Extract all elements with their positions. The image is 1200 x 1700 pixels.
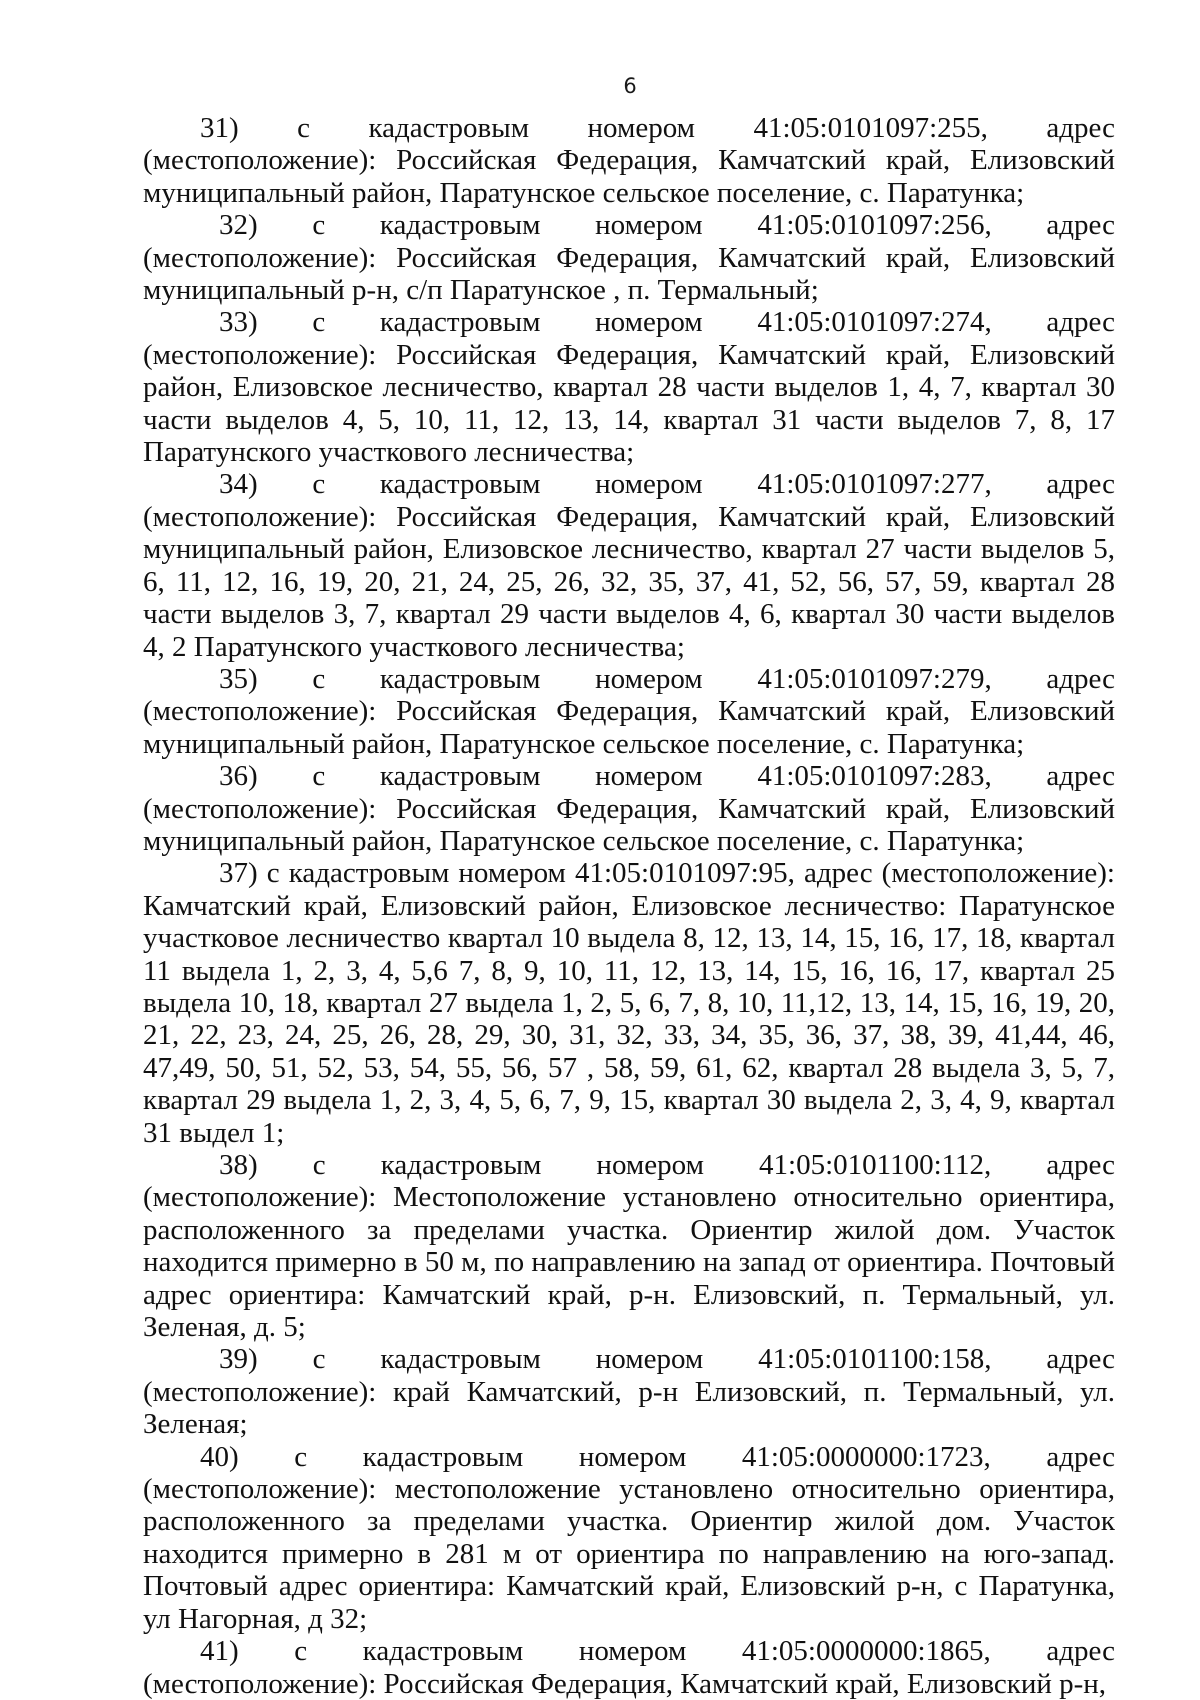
list-item-text: (местоположение): Российская Федерация, Камчатский край, Елизовский р-н, bbox=[143, 1667, 1107, 1700]
list-item bbox=[143, 1343, 1115, 1440]
list-item-head bbox=[143, 112, 1115, 144]
list-item-text: с кадастровым номером 41:05:0101100:158, адрес (местоположение): край Камчатский, р-н Елизовский, п. Термальный, ул. Зеленая; bbox=[143, 1343, 1115, 1441]
list-item-number: 40) bbox=[200, 1440, 239, 1473]
list-item-number: 38) bbox=[219, 1149, 258, 1181]
list-item-text: с кадастровым номером 41:05:0101097:279, адрес (местоположение): Российская Федерация, Камчатский край, Елизовский муниципальный район, Паратунское сельское поселение, с. Паратунка; bbox=[143, 662, 1116, 760]
list-item-text: с кадастровым номером 41:05:0101097:95, адрес (местоположение): Камчатский край, Елизовский район, Елизовское лесничество: Паратунское участковое лесничество квартал 10 выдела 8, 12, 13, 14, 15, 16, 17, 18, квартал 11 выдела 1, 2, 3, 4, 5,6 7, 8, 9, 10, 11, 12, 13, 14, 15, 16, 16, 17, квартал 25 выдела 10, 18, квартал 27 выдела 1, 2, 5, 6, 7, 8, 10, 11,12, 13, 14, 15, 16, 19, 20, 21, 22, 23, 24, 25, 26, 28, 29, 30, 31, 32, 33, 34, 35, 36, 37, 38, 39, 41,44, 46, 47,49, 50, 51, 52, 53, 54, 55, 56, 57 , 58, 59, 61, 62, квартал 28 выдела 3, 5, 7, квартал 29 выдела 1, 2, 3, 4, 5, 6, 7, 9, 15, квартал 30 выдела 2, 3, 4, 9, квартал 31 выдел 1; bbox=[143, 857, 1115, 1149]
list-item-word: адрес bbox=[1046, 112, 1115, 144]
list-item-word: кадастровым bbox=[368, 112, 530, 144]
list-item bbox=[143, 1149, 1115, 1343]
page-number: 6 bbox=[623, 74, 637, 98]
list-item-word: с bbox=[294, 1635, 308, 1668]
list-item-number: 31) bbox=[200, 112, 239, 144]
list-item-text: (местоположение): Российская Федерация, Камчатский край, Елизовский муниципальный район, Паратунское сельское поселение, с. Паратунка; bbox=[143, 144, 1115, 209]
list-item-text: с кадастровым номером 41:05:0101100:112, адрес (местоположение): Местоположение установлено относительно ориентира, расположенного за пределами участка. Ориентир жилой дом. Участок находится примерно в 50 м, по направлению на запад от ориентира. Почтовый адрес ориентира: Камчатский край, р-н. Елизовский, п. Термальный, ул. Зеленая, д. 5; bbox=[143, 1149, 1115, 1344]
list-item bbox=[143, 468, 1115, 662]
list-item bbox=[143, 306, 1115, 468]
list-item-word: 41:05:0000000:1865, bbox=[741, 1635, 991, 1668]
list-item-text: (местоположение): местоположение установлено относительно ориентира, расположенного за пределами участка. Ориентир жилой дом. Участок находится примерно в 281 м от ориентира по направлению на юго-запад. Почтовый адрес ориентира: Камчатский край, Елизовский р-н, с Паратунка, ул Нагорная, д 32; bbox=[143, 1473, 1115, 1635]
list-item-text: с кадастровым номером 41:05:0101097:274, адрес (местоположение): Российская Федерация, Камчатский край, Елизовский район, Елизовское лесничество, квартал 28 части выделов 1, 4, 7, квартал 30 части выделов 4, 5, 10, 11, 12, 13, 14, квартал 31 части выделов 7, 8, 17 Паратунского участкового лесничества; bbox=[143, 306, 1116, 469]
list-item-word: номером bbox=[578, 1635, 687, 1668]
list-item bbox=[143, 209, 1115, 306]
list-item-word: с bbox=[294, 1440, 308, 1473]
list-item-word: кадастровым bbox=[362, 1440, 524, 1473]
document-body bbox=[143, 112, 1115, 1700]
list-item-number: 33) bbox=[219, 306, 258, 339]
list-item-number: 37) bbox=[219, 857, 258, 890]
list-item bbox=[143, 857, 1115, 1149]
list-item-text: с кадастровым номером 41:05:0101097:277, адрес (местоположение): Российская Федерация, Камчатский край, Елизовский муниципальный район, Елизовское лесничество, квартал 27 части выделов 5, 6, 11, 12, 16, 19, 20, 21, 24, 25, 26, 32, 35, 37, 41, 52, 56, 57, 59, квартал 28 части выделов 3, 7, квартал 29 части выделов 4, 6, квартал 30 части выделов 4, 2 Паратунского участкового лесничества; bbox=[143, 468, 1116, 663]
list-item-text: с кадастровым номером 41:05:0101097:256, адрес (местоположение): Российская Федерация, Камчатский край, Елизовский муниципальный р-н, с/п Паратунское , п. Термальный; bbox=[143, 209, 1116, 307]
list-item-word: 41:05:0101097:255, bbox=[753, 112, 988, 144]
list-item-word: адрес bbox=[1046, 1440, 1115, 1473]
list-item-word: номером bbox=[578, 1440, 687, 1473]
list-item-word: с bbox=[297, 112, 311, 144]
list-item-number: 41) bbox=[200, 1635, 239, 1668]
list-item bbox=[143, 760, 1115, 857]
list-item-word: адрес bbox=[1046, 1635, 1115, 1668]
list-item-text: с кадастровым номером 41:05:0101097:283, адрес (местоположение): Российская Федерация, Камчатский край, Елизовский муниципальный район, Паратунское сельское поселение, с. Паратунка; bbox=[143, 760, 1116, 857]
list-item bbox=[143, 1441, 1115, 1635]
list-item-number: 34) bbox=[219, 468, 258, 501]
list-item-head bbox=[143, 1441, 1115, 1473]
list-item-word: 41:05:0000000:1723, bbox=[741, 1440, 991, 1473]
list-item bbox=[143, 1635, 1115, 1700]
list-item bbox=[143, 663, 1115, 760]
list-item bbox=[143, 112, 1115, 209]
list-item-number: 39) bbox=[219, 1343, 258, 1376]
list-item-word: кадастровым bbox=[362, 1635, 524, 1668]
list-item-number: 32) bbox=[219, 209, 258, 242]
list-item-number: 35) bbox=[219, 662, 258, 695]
list-item-head bbox=[143, 1635, 1115, 1667]
list-item-number: 36) bbox=[219, 760, 258, 793]
list-item-word: номером bbox=[587, 112, 696, 144]
